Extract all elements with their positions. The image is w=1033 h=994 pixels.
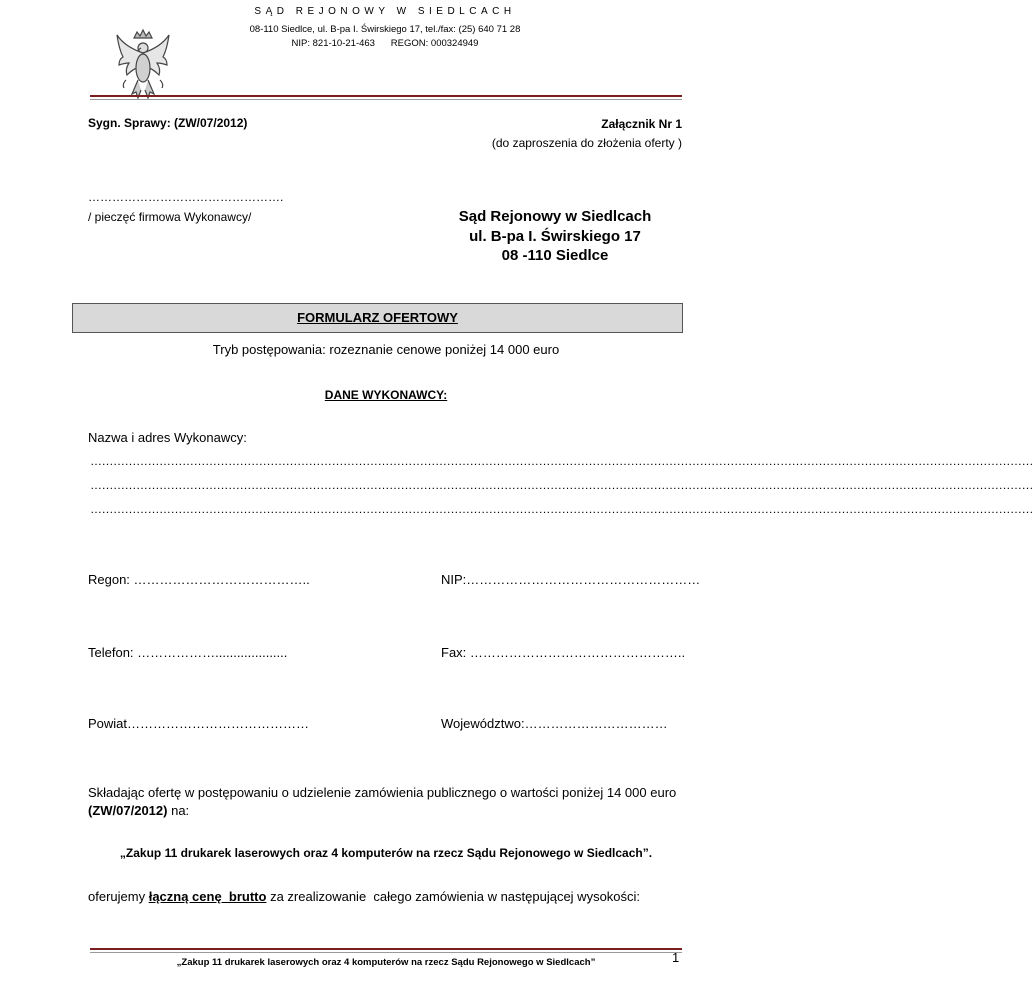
phone-field[interactable]: Telefon: ……………….................... (88, 645, 288, 660)
page-number: 1 (672, 950, 680, 965)
footer-text: „Zakup 11 drukarek laserowych oraz 4 komputerów na rzecz Sądu Rejonowego w Siedlcach” (176, 957, 596, 968)
procedure-mode: Tryb postępowania: rozeznanie cenowe poniżej 14 000 euro (212, 342, 560, 357)
price-prefix: oferujemy (88, 889, 149, 904)
regon-field[interactable]: Regon: ………………………………….. (88, 572, 310, 587)
court-ids: NIP: 821-10-21-463 REGON: 000324949 (291, 38, 479, 49)
offer-intro: Składając ofertę w postępowaniu o udzielenie zamówienia publicznego o wartości poniżej 14 000 euro (88, 785, 677, 800)
footer-divider (90, 948, 682, 950)
header-divider (90, 95, 682, 97)
recipient-street: ul. B-pa I. Świrskiego 17 (469, 228, 641, 245)
contractor-name-line-2[interactable]: ………………………………………………………………………………………………………………………………………………………………………………………………………………………… (90, 478, 1033, 492)
form-title: FORMULARZ OFERTOWY (297, 310, 458, 325)
court-name: SĄD REJONOWY W SIEDLCACH (254, 6, 516, 17)
voivodeship-field[interactable]: Województwo:…………………………… (441, 716, 668, 731)
stamp-dots: …………………………………………. (88, 190, 284, 204)
fax-field[interactable]: Fax: ………………………………………….. (441, 645, 686, 660)
offer-code-line (88, 803, 189, 818)
contractor-name-label: Nazwa i adres Wykonawcy: (88, 430, 247, 445)
order-subject: „Zakup 11 drukarek laserowych oraz 4 komputerów na rzecz Sądu Rejonowego w Siedlcach”. (119, 846, 653, 860)
price-statement (88, 889, 688, 904)
case-signature: Sygn. Sprawy: (ZW/07/2012) (88, 116, 248, 130)
contractor-section-title: DANE WYKONAWCY: (324, 388, 448, 402)
recipient-name: Sąd Rejonowy w Siedlcach (458, 208, 652, 225)
header-divider-thin (90, 99, 682, 100)
footer-divider-thin (90, 952, 682, 953)
offer-code: (ZW/07/2012) (88, 803, 168, 818)
recipient-city: 08 -110 Siedlce (501, 247, 609, 264)
attachment-note: (do zaproszenia do złożenia oferty ) (491, 136, 682, 150)
contractor-name-line-1[interactable]: ………………………………………………………………………………………………………………………………………………………………………………………………………………………… (90, 454, 1033, 468)
price-emphasis: łączną cenę brutto (148, 889, 267, 904)
contractor-name-line-3[interactable]: ………………………………………………………………………………………………………………………………………………………………………………………………………………………… (90, 502, 1033, 516)
form-title-box (72, 303, 683, 333)
court-address: 08-110 Siedlce, ul. B-pa I. Świrskiego 17, tel./fax: (25) 640 71 28 (249, 24, 521, 35)
district-field[interactable]: Powiat…………………………………… (88, 716, 310, 731)
attachment-number: Załącznik Nr 1 (601, 117, 682, 131)
offer-code-suffix: na: (167, 803, 190, 818)
nip-field[interactable]: NIP:……………………………………………… (441, 572, 701, 587)
stamp-label: / pieczęć firmowa Wykonawcy/ (88, 210, 252, 224)
price-suffix: za zrealizowanie całego zamówienia w następującej wysokości: (266, 889, 641, 904)
